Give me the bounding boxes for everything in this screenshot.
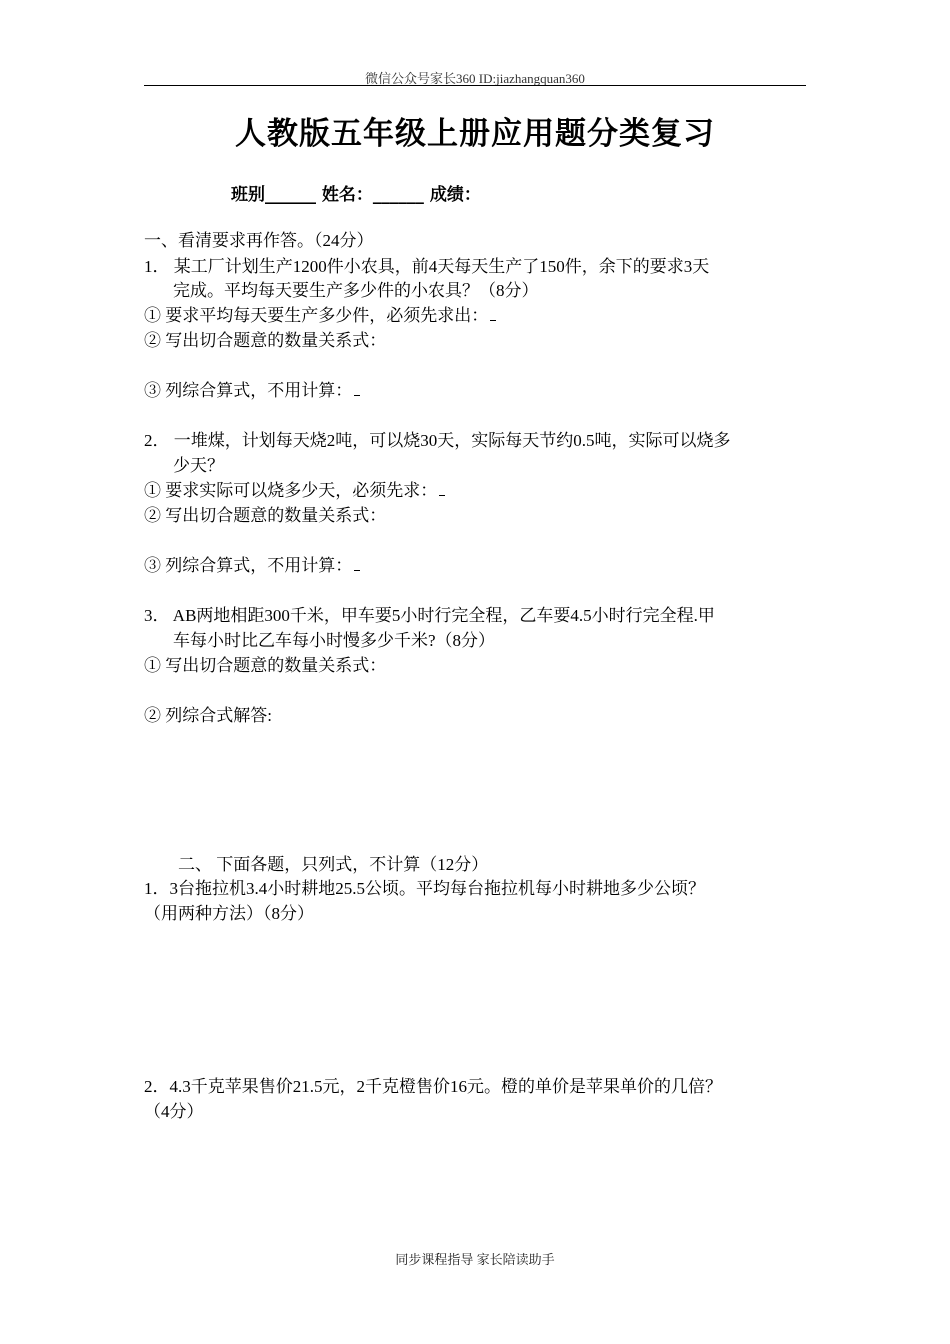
q2-sub2: ② 写出切合题意的数量关系式： xyxy=(144,506,387,525)
document-title: 人教版五年级上册应用题分类复习 xyxy=(235,116,715,152)
q1-sub2: ② 写出切合题意的数量关系式： xyxy=(144,331,387,350)
header-divider xyxy=(144,85,806,86)
q1-sub3 xyxy=(144,381,360,401)
q1-line1: 1． 某工厂计划生产1200件小农具，前4天每天生产了150件，余下的要求3天 xyxy=(144,257,710,276)
q2-line2: 少天？ xyxy=(173,456,224,475)
q2-sub3-text: ③ 列综合算式，不用计算： xyxy=(144,556,353,575)
s2-q2-line1: 2．4.3千克苹果售价21.5元，2千克橙售价16元。橙的单价是苹果单价的几倍？ xyxy=(144,1077,722,1096)
student-info-line: 班别______ 姓名：______ 成绩： xyxy=(231,185,481,205)
q3-line1: 3． AB两地相距300千米，甲车要5小时行完全程，乙车要4.5小时行完全程.甲 xyxy=(144,606,715,625)
answer-blank[interactable] xyxy=(439,481,445,496)
q1-sub3-text: ③ 列综合算式，不用计算： xyxy=(144,381,353,400)
q2-line1: 2． 一堆煤，计划每天烧2吨，可以烧30天，实际每天节约0.5吨，实际可以烧多 xyxy=(144,431,731,450)
q2-sub3 xyxy=(144,556,360,576)
q1-sub1 xyxy=(144,306,496,326)
q3-line2: 车每小时比乙车每小时慢多少千米?（8分） xyxy=(173,631,496,650)
answer-blank[interactable] xyxy=(354,556,360,571)
q2-sub1 xyxy=(144,481,445,501)
s2-q2-line2: （4分） xyxy=(144,1102,204,1121)
q3-sub2: ② 列综合式解答: xyxy=(144,706,272,725)
section1-heading: 一、看清要求再作答。（24分） xyxy=(144,231,374,250)
q2-sub1-text: ① 要求实际可以烧多少天，必须先求： xyxy=(144,481,438,500)
q3-sub1: ① 写出切合题意的数量关系式： xyxy=(144,656,387,675)
answer-blank[interactable] xyxy=(490,306,496,321)
s2-q1-line2: （用两种方法）（8分） xyxy=(144,904,314,923)
page-header-text: 微信公众号家长360 ID:jiazhangquan360 xyxy=(365,71,585,86)
answer-blank[interactable] xyxy=(354,381,360,396)
s2-q1-line1: 1．3台拖拉机3.4小时耕地25.5公顷。平均每台拖拉机每小时耕地多少公顷？ xyxy=(144,879,705,898)
section2-heading: 二、 下面各题，只列式，不计算（12分） xyxy=(178,855,489,874)
q1-line2: 完成。平均每天要生产多少件的小农具？（8分） xyxy=(173,281,539,300)
page-footer-text: 同步课程指导 家长陪读助手 xyxy=(395,1252,555,1267)
q1-sub1-text: ① 要求平均每天要生产多少件，必须先求出： xyxy=(144,306,489,325)
